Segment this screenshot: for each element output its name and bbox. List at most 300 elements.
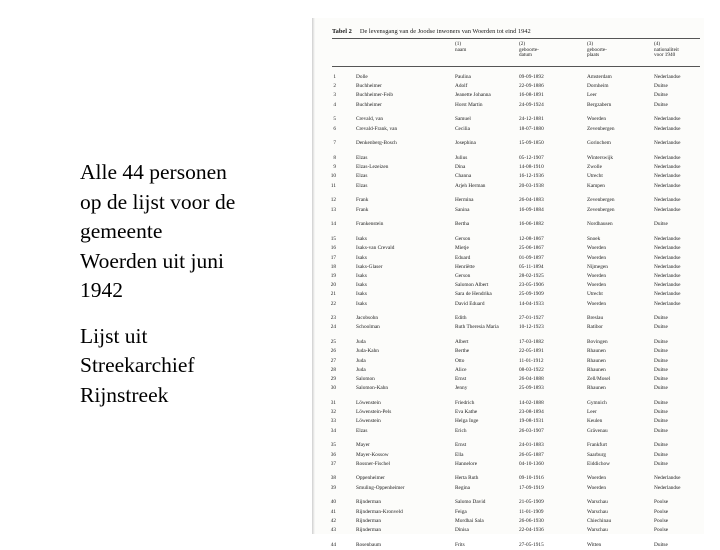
given-name: Julius [455,155,468,162]
birth-date: 11-01-1912 [519,357,544,364]
table-row [312,508,704,517]
table-row [312,244,704,253]
birth-place: Zevenbergen [587,197,615,204]
row-number: 2 [333,83,336,90]
nationality: Duitse [654,442,668,449]
nationality: Nederlandse [654,197,681,204]
row-number: 38 [330,475,336,482]
table-row [312,314,704,323]
birth-date: 25-09-1893 [519,385,544,392]
birth-date: 14-08-1910 [519,164,544,171]
birth-place: Zevenbergen [587,125,615,132]
row-number: 17 [330,254,336,261]
nationality: Duitse [654,339,668,346]
table-row [312,427,704,436]
nationality: Nederlandse [654,155,681,162]
nationality: Duitse [654,376,668,382]
row-number: 36 [330,451,336,458]
surname: Juda [356,366,366,373]
table-row [312,254,704,263]
nationality: Duitse [654,357,668,364]
row-number: 23 [330,315,336,322]
surname: Elzas [356,155,368,162]
given-name: Paulina [455,74,471,80]
birth-date: 26-04-1888 [519,376,544,382]
surname: Elzas [356,182,368,189]
birth-date: 08-03-1922 [519,366,544,373]
table-row [312,125,704,134]
table-row [312,417,704,426]
row-number: 14 [330,221,336,228]
given-name: Friedrich [455,399,475,406]
nationality: Nederlandse [654,475,681,482]
table-row [312,451,704,460]
nationality: Poolse [654,508,669,515]
row-number: 37 [330,460,336,467]
table-row [312,375,704,384]
birth-place: Witten [587,541,602,548]
table-row [312,73,704,82]
table-header-rule [332,66,700,67]
birth-place: Leer [587,92,597,99]
given-name: Arjeh Herman [455,182,486,189]
table-row [312,541,704,550]
birth-date: 09-10-1916 [519,475,544,482]
table-body [312,73,704,550]
birth-date: 23-08-1894 [519,409,544,416]
nationality: Nederlandse [654,300,681,307]
given-name: Eva Kathe [455,409,478,416]
surname: Dolle [356,74,368,80]
birth-place: Woerden [587,300,606,307]
table-row [312,474,704,483]
birth-date: 22-05-1891 [519,348,544,355]
row-number: 18 [330,263,336,270]
birth-place: Saarburg [587,451,607,458]
table-row [312,139,704,148]
surname: Löwenstein-Pels [356,409,392,416]
row-number: 11 [330,182,336,189]
birth-place: Bovingen [587,339,608,346]
given-name: Jenny [455,385,468,392]
birth-date: 21-05-1909 [519,499,544,506]
birth-place: Grävenau [587,427,608,434]
table-row [312,163,704,172]
table-row [312,517,704,526]
table-row [312,115,704,124]
given-name: Ernst [455,376,467,382]
birth-date: 11-01-1909 [519,508,544,515]
table-row [312,323,704,332]
row-number: 41 [330,508,336,515]
surname: Isaks-van Crevald [356,245,395,252]
given-name: Hannelore [455,460,478,467]
nationality: Nederlandse [654,164,681,171]
table-row [312,366,704,375]
row-number: 43 [330,527,336,533]
birth-place: Warschau [587,499,608,506]
nationality: Poolse [654,499,669,506]
surname: Rijnderman [356,499,382,506]
surname: Frankenstein [356,221,384,228]
nationality: Nederlandse [654,484,681,491]
surname: Isaks [356,236,367,243]
given-name: Jeanette Johanna [455,92,491,99]
birth-date: 16-12-1936 [519,173,544,180]
nationality: Nederlandse [654,116,681,123]
given-name: Edith [455,315,467,322]
given-name: Frits [455,541,465,548]
birth-date: 22-09-1886 [519,83,544,90]
given-name: Salomo David [455,499,486,506]
surname: Isaks-Glaser [356,263,383,270]
nationality: Duitse [654,399,668,406]
birth-place: Rhaunen [587,385,606,392]
surname: Elzas-Lezeizen [356,164,389,171]
birth-place: Chiechinau [587,517,612,524]
column-header-nationality: (4) nationaliteit voor 1940 [654,41,679,59]
nationality: Duitse [654,385,668,392]
table-row [312,498,704,507]
birth-date: 12-08-1867 [519,236,544,243]
nationality: Nederlandse [654,272,681,279]
nationality: Nederlandse [654,291,681,298]
given-name: Erich [455,427,467,434]
row-number: 29 [330,376,336,382]
column-header-birthplace: (3) geboorte- plaats [587,41,607,59]
birth-date: 24-09-1924 [519,101,544,108]
given-name: Herta Ruth [455,475,479,482]
row-number: 1 [333,74,336,80]
nationality: Nederlandse [654,282,681,289]
birth-date: 17-03-1882 [519,339,544,346]
birth-place: Woerden [587,245,606,252]
table-top-rule [332,38,700,39]
surname: Buchheimer [356,101,382,108]
nationality: Poolse [654,527,669,533]
nationality: Duitse [654,101,668,108]
birth-place: Zwolle [587,164,603,171]
surname: Buchheimer [356,83,382,90]
birth-place: Woerden [587,484,606,491]
given-name: Eduard [455,254,471,261]
surname: Buchheimer-Feib [356,92,393,99]
birth-place: Breslau [587,315,604,322]
birth-date: 10-12-1923 [519,324,544,331]
row-number: 21 [330,291,336,298]
birth-date: 14-04-1933 [519,300,544,307]
birth-date: 28-02-1925 [519,272,544,279]
table-row [312,338,704,347]
slide-paragraph-intro: Alle 44 personen op de lijst voor de gemeente Woerden uit juni 1942 [80,160,236,302]
given-name: Dinisa [455,527,469,533]
birth-date: 17-09-1919 [519,484,544,491]
column-header-birthdate: (2) geboorte- datum [519,41,539,59]
slide-paragraph-source: Lijst uit Streekarchief Rijnstreek [80,323,195,407]
birth-place: Gymnich [587,399,607,406]
birth-date: 04-10-1360 [519,460,544,467]
nationality: Duitse [654,83,668,90]
row-number: 24 [330,324,336,331]
birth-place: Woerden [587,475,606,482]
table-row [312,441,704,450]
table-row [312,290,704,299]
given-name: Cecilia [455,125,471,132]
birth-date: 26-03-1907 [519,427,544,434]
surname: Rossner-Fischel [356,460,391,467]
given-name: Channa [455,173,472,180]
table-row [312,235,704,244]
birth-place: Nijmegen [587,263,608,270]
table-row [312,281,704,290]
birth-date: 15-09-1850 [519,140,544,147]
row-number: 44 [330,541,336,548]
row-number: 35 [330,442,336,449]
birth-date: 20-03-1938 [519,182,544,189]
birth-date: 25-09-1909 [519,291,544,298]
table-row [312,82,704,91]
row-number: 12 [330,197,336,204]
birth-date: 26-05-1887 [519,451,544,458]
row-number: 4 [333,101,336,108]
given-name: Bertha [455,221,470,228]
surname: Isaks [356,254,367,261]
nationality: Nederlandse [654,236,681,243]
birth-date: 16-09-1884 [519,206,544,213]
row-number: 40 [330,499,336,506]
given-name: Salomon Albert [455,282,489,289]
surname: Frank [356,197,369,204]
given-name: Berthe [455,348,470,355]
surname: Juda [356,357,366,364]
nationality: Nederlandse [654,74,681,80]
birth-place: Keulen [587,418,603,425]
given-name: Feiga [455,508,467,515]
nationality: Nederlandse [654,263,681,270]
table-row [312,300,704,309]
birth-date: 25-06-1867 [519,245,544,252]
birth-date: 23-05-1906 [519,282,544,289]
surname: Crevald-Frank, van [356,125,398,132]
nationality: Nederlandse [654,173,681,180]
birth-place: Dornheim [587,83,609,90]
nationality: Duitse [654,92,668,99]
nationality: Duitse [654,324,668,331]
birth-place: Rhaunen [587,348,606,355]
surname: Rijnderman [356,527,382,533]
birth-place: Warschau [587,527,608,533]
surname: Salomon-Kahn [356,385,389,392]
row-number: 20 [330,282,336,289]
nationality: Nederlandse [654,140,681,147]
row-number: 22 [330,300,336,307]
birth-place: Zevenbergen [587,206,615,213]
nationality: Nederlandse [654,206,681,213]
scanned-table-image [312,18,704,548]
row-number: 25 [330,339,336,346]
surname: Isaks [356,272,367,279]
row-number: 13 [330,206,336,213]
table-row [312,263,704,272]
row-number: 34 [330,427,336,434]
table-row [312,347,704,356]
surname: Denkenberg-Bosch [356,140,397,147]
table-row [312,196,704,205]
row-number: 19 [330,272,336,279]
given-name: Gerson [455,236,471,243]
nationality: Nederlandse [654,245,681,252]
birth-place: Utrecht [587,173,603,180]
row-number: 6 [333,125,336,132]
row-number: 26 [330,348,336,355]
nationality: Nederlandse [654,254,681,261]
birth-place: Winterswijk [587,155,613,162]
given-name: Adolf [455,83,468,90]
birth-place: Kampen [587,182,605,189]
surname: Crevald, van [356,116,384,123]
given-name: Ernst [455,442,467,449]
nationality: Nederlandse [654,125,681,132]
row-number: 7 [333,140,336,147]
table-row [312,408,704,417]
birth-place: Bergzabern [587,101,612,108]
row-number: 28 [330,366,336,373]
given-name: David Eduard [455,300,485,307]
surname: Löwenstein [356,399,381,406]
given-name: Ella [455,451,464,458]
birth-date: 16-06-1882 [519,221,544,228]
surname: Mayer-Kossow [356,451,389,458]
table-row [312,182,704,191]
given-name: Albert [455,339,469,346]
birth-place: Ratibor [587,324,603,331]
table-title: De levensgang van de Joodse inwoners van Woerden tot eind 1942 [359,28,531,35]
surname: Oppenheimer [356,475,385,482]
nationality: Duitse [654,427,668,434]
birth-date: 18-07-1880 [519,125,544,132]
birth-date: 01-09-1897 [519,254,544,261]
nationality: Duitse [654,409,668,416]
given-name: Helga Inge [455,418,479,425]
birth-date: 27-05-1915 [519,541,544,548]
table-row [312,272,704,281]
slide-text-block [80,158,300,426]
nationality: Duitse [654,366,668,373]
given-name: Ruth Theresia Maria [455,324,499,331]
table-row [312,399,704,408]
birth-place: Rhaunen [587,366,606,373]
nationality: Duitse [654,418,668,425]
row-number: 15 [330,236,336,243]
row-number: 5 [333,116,336,123]
birth-date: 27-01-1927 [519,315,544,322]
given-name: Sara de Hendrika [455,291,492,298]
birth-place: Nordhausen [587,221,613,228]
nationality: Poolse [654,517,669,524]
row-number: 32 [330,409,336,416]
given-name: Dina [455,164,466,171]
row-number: 27 [330,357,336,364]
surname: Löwenstein [356,418,381,425]
table-row [312,460,704,469]
column-header-name: (1) naam [455,41,467,53]
row-number: 16 [330,245,336,252]
birth-place: Frankfurt [587,442,608,449]
birth-place: Woerden [587,116,606,123]
birth-place: Woerden [587,282,606,289]
birth-date: 09-09-1892 [519,74,544,80]
given-name: Sanina [455,206,470,213]
given-name: Mietje [455,245,469,252]
nationality: Duitse [654,541,668,548]
table-row [312,154,704,163]
birth-place: Gorinchem [587,140,611,147]
birth-date: 05-12-1907 [519,155,544,162]
birth-place: Leer [587,409,597,416]
row-number: 31 [330,399,336,406]
surname: Juda [356,339,366,346]
surname: Rijnderman [356,517,382,524]
given-name: Alice [455,366,467,373]
table-row [312,220,704,229]
birth-date: 24-01-1883 [519,442,544,449]
table-caption [332,28,531,35]
given-name: Horst Martin [455,101,483,108]
given-name: Gerson [455,272,471,279]
birth-date: 14-02-1888 [519,399,544,406]
nationality: Duitse [654,460,668,467]
surname: Isaks [356,291,367,298]
surname: Frank [356,206,369,213]
surname: Isaks [356,300,367,307]
row-number: 30 [330,385,336,392]
surname: Smuling-Oppenheimer [356,484,405,491]
birth-date: 22-04-1936 [519,527,544,533]
row-number: 8 [333,155,336,162]
nationality: Duitse [654,451,668,458]
birth-date: 24-12-1881 [519,116,544,123]
birth-date: 19-08-1931 [519,418,544,425]
birth-place: Woerden [587,254,606,261]
table-row [312,526,704,535]
birth-place: Amsterdam [587,74,612,80]
table-row [312,384,704,393]
given-name: Josephina [455,140,476,147]
nationality: Duitse [654,221,668,228]
given-name: Samuel [455,116,471,123]
birth-place: Eiddichow [587,460,610,467]
table-row [312,101,704,110]
table-label: Tabel 2 [332,28,352,35]
table-row [312,357,704,366]
table-row [312,206,704,215]
row-number: 3 [333,92,336,99]
given-name: Hermina [455,197,474,204]
birth-place: Snoek [587,236,601,243]
row-number: 10 [330,173,336,180]
surname: Rosenbaum [356,541,382,548]
birth-place: Warschau [587,508,608,515]
given-name: Otto [455,357,465,364]
birth-date: 16-08-1891 [519,92,544,99]
birth-date: 05-11-1894 [519,263,544,270]
row-number: 39 [330,484,336,491]
surname: Isaks [356,282,367,289]
row-number: 33 [330,418,336,425]
birth-place: Zell/Mosel [587,376,611,382]
birth-place: Woerden [587,272,606,279]
birth-date: 26-04-1883 [519,197,544,204]
